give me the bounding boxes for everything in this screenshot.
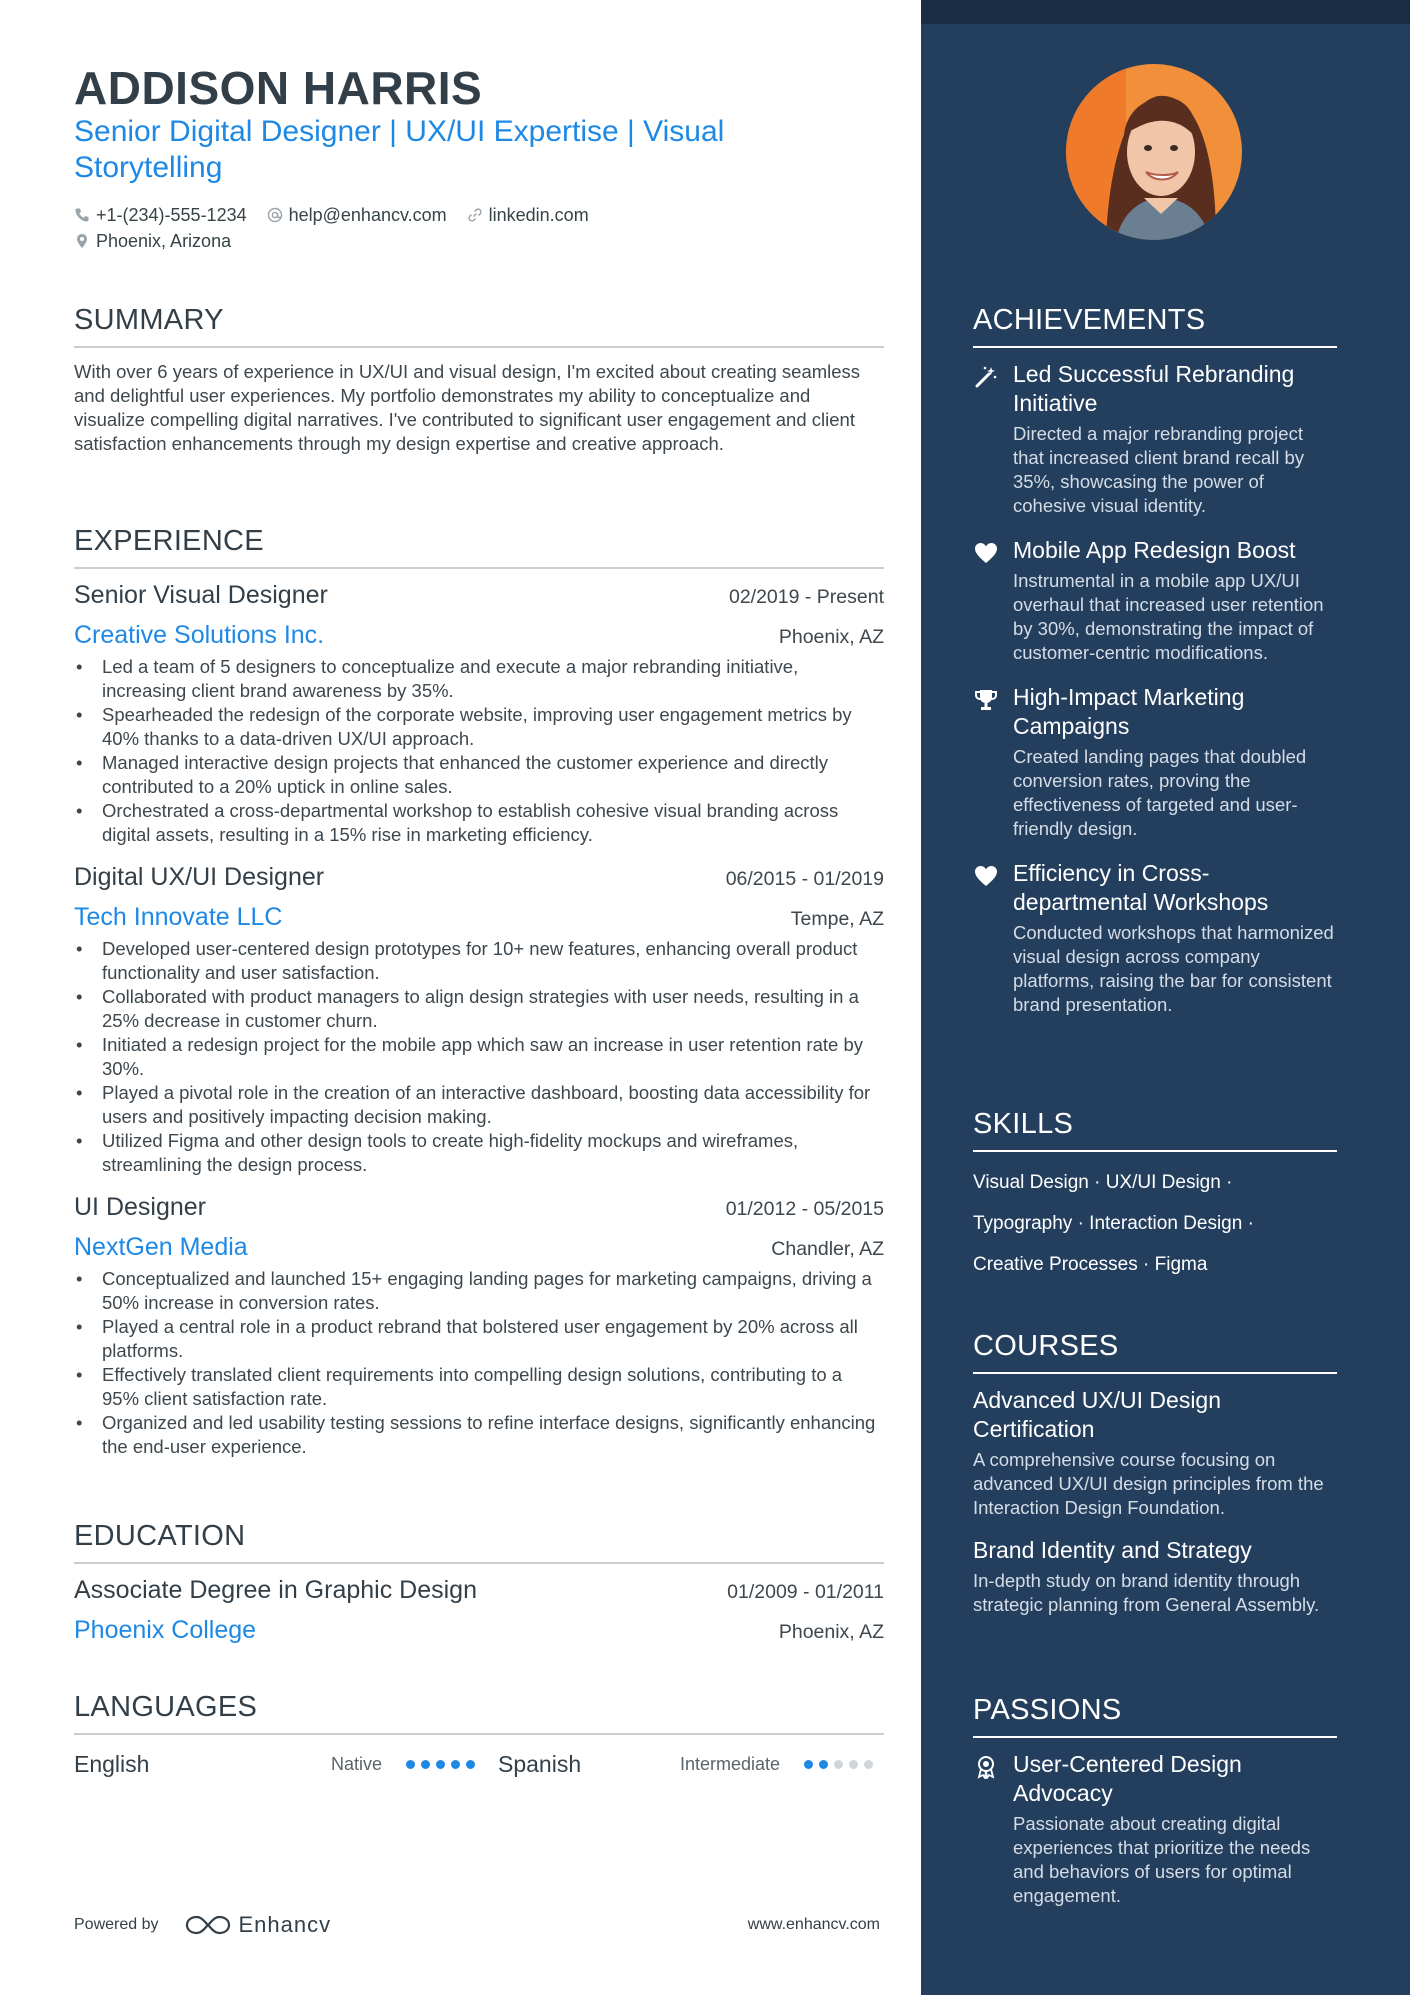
heart-icon (973, 540, 999, 566)
job-bullets (74, 937, 884, 1177)
rating-dot-filled (466, 1760, 475, 1769)
passion-title: User-Centered Design Advocacy (1013, 1751, 1242, 1806)
achievement-desc: Instrumental in a mobile app UX/UI overhaul that increased user retention by 30%, demonstrating the impact of customer-centric modifications. (1013, 570, 1324, 663)
enhancv-logo-icon (185, 1913, 231, 1937)
phone-text: +1-(234)-555-1234 (96, 204, 247, 225)
award-icon (973, 1754, 999, 1780)
job-entry (74, 1187, 884, 1459)
phone-icon (74, 207, 90, 223)
achievement-title: Efficiency in Cross-departmental Workshops (1013, 860, 1269, 915)
location-contact (74, 231, 231, 252)
skill-line: Typography · Interaction Design · (973, 1213, 1254, 1234)
at-icon (267, 207, 283, 223)
rating-dot-filled (451, 1760, 460, 1769)
skill-line: Creative Processes · Figma (973, 1254, 1208, 1275)
job-title: UI Designer (74, 1193, 206, 1221)
email-contact[interactable] (267, 205, 447, 226)
degree-title: Associate Degree in Graphic Design (74, 1576, 477, 1604)
job-company[interactable]: Tech Innovate LLC (74, 903, 283, 931)
achievement-item (973, 683, 1337, 841)
achievement-title: Mobile App Redesign Boost (1013, 537, 1296, 563)
trophy-icon (973, 687, 999, 713)
education-heading: EDUCATION (74, 1518, 884, 1564)
course-title: Advanced UX/UI Design Certification (973, 1387, 1222, 1442)
sidebar (921, 0, 1410, 1995)
language-rating (406, 1760, 481, 1769)
school-location: Phoenix, AZ (778, 1621, 884, 1643)
powered-by (74, 1912, 331, 1938)
language-name: Spanish (498, 1750, 582, 1777)
achievement-title: Led Successful Rebranding Initiative (1013, 361, 1295, 416)
linkedin-contact[interactable] (467, 205, 589, 226)
bullet-item: • Played a central role in a product rebrand that bolstered user engagement by 20% across all platforms. (74, 1315, 884, 1363)
heart-icon (973, 863, 999, 889)
achievements-heading: ACHIEVEMENTS (973, 302, 1337, 348)
profile-photo (1066, 64, 1242, 240)
bullet-item: • Led a team of 5 designers to conceptualize and execute a major rebranding initiative, increasing client brand awareness by 35%. (74, 655, 884, 703)
job-entry (74, 857, 884, 1177)
school-name[interactable]: Phoenix College (74, 1616, 257, 1644)
candidate-name: ADDISON HARRIS (74, 62, 483, 114)
course-desc: A comprehensive course focusing on advanced UX/UI design principles from the Interaction Design Foundation. (973, 1449, 1324, 1518)
language-rating (804, 1760, 879, 1769)
job-date: 02/2019 - Present (728, 586, 884, 608)
passion-desc: Passionate about creating digital experiences that prioritize the needs and behaviors of users for optimal engagement. (1013, 1813, 1311, 1906)
rating-dot-filled (421, 1760, 430, 1769)
achievement-desc: Directed a major rebranding project that increased client brand recall by 35%, showcasing the power of cohesive visual identity. (1013, 423, 1305, 516)
job-location: Phoenix, AZ (778, 626, 884, 648)
location-text: Phoenix, Arizona (96, 230, 232, 251)
bullet-item: • Effectively translated client requirements into compelling design solutions, contributing to a 95% client satisfaction rate. (74, 1363, 884, 1411)
course-item (973, 1386, 1337, 1520)
footer (74, 1912, 880, 1938)
powered-by-label: Powered by (74, 1916, 159, 1933)
email-text: help@enhancv.com (288, 204, 447, 225)
skills-list (973, 1162, 1337, 1285)
job-bullets (74, 655, 884, 847)
languages-heading: LANGUAGES (74, 1689, 884, 1735)
rating-dot-filled (406, 1760, 415, 1769)
skill-line: Visual Design · UX/UI Design · (973, 1172, 1233, 1193)
education-section (74, 1518, 884, 1650)
experience-heading: EXPERIENCE (74, 523, 884, 569)
job-location: Tempe, AZ (790, 908, 884, 930)
achievement-item (973, 536, 1337, 665)
contact-info (74, 202, 874, 254)
enhancv-brand[interactable]: Enhancv (238, 1912, 332, 1937)
language-item (498, 1751, 884, 1778)
link-icon (467, 207, 483, 223)
course-title: Brand Identity and Strategy (973, 1537, 1252, 1563)
language-level: Intermediate (679, 1753, 780, 1774)
passions-heading: PASSIONS (973, 1692, 1337, 1738)
courses-section (973, 1328, 1337, 1617)
job-company[interactable]: NextGen Media (74, 1233, 248, 1261)
languages-section (74, 1689, 884, 1789)
footer-website[interactable]: www.enhancv.com (747, 1916, 880, 1933)
linkedin-text: linkedin.com (488, 204, 589, 225)
bullet-item: • Orchestrated a cross-departmental workshop to establish cohesive visual branding across digital assets, resulting in a 15% rise in marketing efficiency. (74, 799, 884, 847)
language-item (74, 1751, 498, 1778)
bullet-item: • Utilized Figma and other design tools to create high-fidelity mockups and wireframes, streamlining the design process. (74, 1129, 884, 1177)
courses-heading: COURSES (973, 1328, 1337, 1374)
bullet-item: • Conceptualized and launched 15+ engaging landing pages for marketing campaigns, driving a 50% increase in conversion rates. (74, 1267, 884, 1315)
bullet-item: • Initiated a redesign project for the mobile app which saw an increase in user retention rate by 30%. (74, 1033, 884, 1081)
rating-dot-filled (819, 1760, 828, 1769)
rating-dot-empty (834, 1760, 843, 1769)
bullet-item: • Spearheaded the redesign of the corporate website, improving user engagement metrics by 40% thanks to a data-driven UX/UI approach. (74, 703, 884, 751)
job-entry (74, 575, 884, 847)
summary-text: With over 6 years of experience in UX/UI and visual design, I'm excited about creating seamless and delightful user experiences. My portfolio demonstrates my ability to conceptualize and visualize compelling digital narratives. I've contributed to significant user engagement and client satisfaction enhancements through my design expertise and creative approach. (74, 361, 861, 454)
education-date: 01/2009 - 01/2011 (727, 1581, 884, 1603)
achievement-desc: Conducted workshops that harmonized visual design across company platforms, raising the bar for consistent brand presentation. (1013, 922, 1334, 1015)
phone-contact[interactable] (74, 205, 247, 226)
achievement-item (973, 859, 1337, 1017)
experience-section (74, 523, 884, 1459)
job-title: Senior Visual Designer (74, 581, 328, 609)
rating-dot-filled (436, 1760, 445, 1769)
rating-dot-filled (804, 1760, 813, 1769)
rating-dot-empty (849, 1760, 858, 1769)
skills-heading: SKILLS (973, 1106, 1337, 1152)
course-item (973, 1536, 1337, 1617)
rating-dot-empty (864, 1760, 873, 1769)
achievement-desc: Created landing pages that doubled conversion rates, proving the effectiveness of targeted and user-friendly design. (1013, 746, 1307, 839)
bullet-item: • Developed user-centered design prototypes for 10+ new features, enhancing overall product functionality and user satisfaction. (74, 937, 884, 985)
bullet-item: • Played a pivotal role in the creation of an interactive dashboard, boosting data accessibility for users and positively impacting decision making. (74, 1081, 884, 1129)
passion-item (973, 1750, 1337, 1908)
language-level: Native (330, 1753, 382, 1774)
location-pin-icon (74, 233, 90, 249)
candidate-title: Senior Digital Designer | UX/UI Expertise | Visual Storytelling (74, 115, 725, 184)
achievement-title: High-Impact Marketing Campaigns (1013, 684, 1245, 739)
job-bullets (74, 1267, 884, 1459)
bullet-item: • Managed interactive design projects that enhanced the customer experience and directly contributed to a 20% uptick in online sales. (74, 751, 884, 799)
magic-wand-icon (973, 364, 999, 390)
language-name: English (74, 1750, 150, 1777)
summary-heading: SUMMARY (74, 302, 884, 348)
job-date: 01/2012 - 05/2015 (725, 1198, 884, 1220)
summary-section (74, 302, 884, 456)
achievements-section (973, 302, 1337, 1017)
education-entry (74, 1570, 884, 1650)
achievement-item (973, 360, 1337, 518)
skills-section (973, 1106, 1337, 1285)
job-title: Digital UX/UI Designer (74, 863, 325, 891)
job-company[interactable]: Creative Solutions Inc. (74, 621, 325, 649)
course-desc: In-depth study on brand identity through strategic planning from General Assembly. (973, 1570, 1320, 1615)
job-location: Chandler, AZ (771, 1238, 884, 1260)
job-date: 06/2015 - 01/2019 (725, 868, 884, 890)
bullet-item: • Organized and led usability testing sessions to refine interface designs, significantly enhancing the end-user experience. (74, 1411, 884, 1459)
bullet-item: • Collaborated with product managers to align design strategies with user needs, resulting in a 25% decrease in customer churn. (74, 985, 884, 1033)
passions-section (973, 1692, 1337, 1908)
sidebar-top-band (921, 0, 1410, 24)
